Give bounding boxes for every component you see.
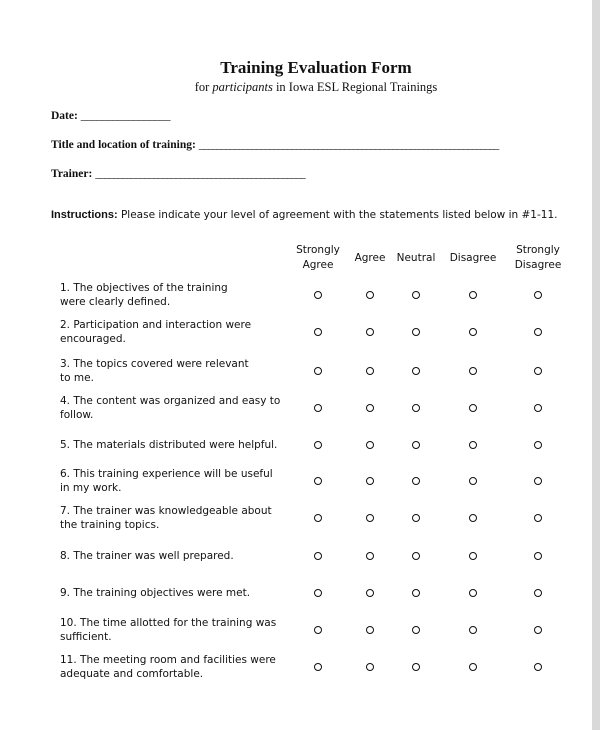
date-label: Date:: [51, 110, 78, 122]
question-line1: 3. The topics covered were relevant: [60, 358, 249, 370]
question-line1: 2. Participation and interaction were: [60, 319, 252, 331]
question-text: [60, 549, 290, 563]
question-text: [60, 394, 290, 422]
rating-radio[interactable]: [314, 663, 322, 671]
rating-radio[interactable]: [412, 404, 420, 412]
subtitle-italic: participants: [212, 80, 273, 94]
rating-radio[interactable]: [534, 552, 542, 560]
question-text: [60, 616, 290, 644]
trainer-blank[interactable]: _______________________________________________: [95, 168, 305, 180]
rating-radio[interactable]: [366, 663, 374, 671]
rating-radio[interactable]: [314, 552, 322, 560]
title-location-field[interactable]: [51, 139, 498, 151]
rating-radio[interactable]: [412, 477, 420, 485]
question-line2: sufficient.: [60, 631, 112, 643]
question-line2: the training topics.: [60, 519, 160, 531]
rating-radio[interactable]: [534, 589, 542, 597]
rating-radio[interactable]: [534, 404, 542, 412]
rating-radio[interactable]: [412, 514, 420, 522]
question-line1: 1. The objectives of the training: [60, 282, 228, 294]
question-line1: 8. The trainer was well prepared.: [60, 550, 234, 562]
rating-radio[interactable]: [469, 328, 477, 336]
column-header-line2: Agree: [302, 259, 334, 271]
form-title: Training Evaluation Form: [220, 58, 412, 77]
rating-radio[interactable]: [469, 441, 477, 449]
trainer-label: Trainer:: [51, 168, 93, 180]
rating-radio[interactable]: [412, 328, 420, 336]
rating-radio[interactable]: [412, 552, 420, 560]
subtitle-suffix: in Iowa ESL Regional Trainings: [272, 80, 438, 94]
question-line1: 11. The meeting room and facilities were: [60, 654, 276, 666]
rating-radio[interactable]: [314, 477, 322, 485]
rating-radio[interactable]: [469, 589, 477, 597]
rating-radio[interactable]: [534, 328, 542, 336]
rating-radio[interactable]: [412, 441, 420, 449]
rating-radio[interactable]: [366, 404, 374, 412]
question-line1: 4. The content was organized and easy to: [60, 395, 281, 407]
question-text: [60, 281, 290, 309]
rating-radio[interactable]: [412, 626, 420, 634]
form-subtitle: [0, 80, 600, 95]
rating-radio[interactable]: [534, 441, 542, 449]
question-line1: 5. The materials distributed were helpful.: [60, 439, 278, 451]
subtitle-prefix: for: [194, 80, 213, 94]
rating-radio[interactable]: [314, 291, 322, 299]
question-text: [60, 467, 290, 495]
rating-radio[interactable]: [469, 552, 477, 560]
rating-radio[interactable]: [314, 514, 322, 522]
rating-radio[interactable]: [366, 291, 374, 299]
rating-radio[interactable]: [534, 626, 542, 634]
rating-radio[interactable]: [366, 477, 374, 485]
question-text: [60, 653, 290, 681]
rating-radio[interactable]: [366, 626, 374, 634]
question-line2: to me.: [60, 372, 94, 384]
column-header-line1: Disagree: [449, 252, 497, 264]
rating-radio[interactable]: [412, 291, 420, 299]
rating-radio[interactable]: [366, 367, 374, 375]
column-header-line2: Disagree: [514, 259, 562, 271]
rating-radio[interactable]: [534, 514, 542, 522]
question-line1: 6. This training experience will be useful: [60, 468, 273, 480]
question-line2: in my work.: [60, 482, 122, 494]
rating-radio[interactable]: [314, 404, 322, 412]
question-line1: 7. The trainer was knowledgeable about: [60, 505, 272, 517]
question-line2: adequate and comfortable.: [60, 668, 204, 680]
rating-radio[interactable]: [314, 589, 322, 597]
title-location-blank[interactable]: ____________________________________________________________________: [198, 139, 498, 151]
rating-radio[interactable]: [469, 514, 477, 522]
title-location-label: Title and location of training:: [51, 139, 196, 151]
rating-radio[interactable]: [534, 291, 542, 299]
column-header: [355, 251, 386, 266]
rating-radio[interactable]: [314, 441, 322, 449]
instructions-text: Please indicate your level of agreement with the statements listed below in #1-11.: [117, 209, 558, 221]
column-header: [397, 251, 436, 266]
column-header: [296, 243, 340, 273]
question-text: [60, 357, 290, 385]
instructions-label: Instructions:: [51, 209, 118, 221]
date-blank[interactable]: _________________: [80, 110, 170, 122]
question-text: [60, 504, 290, 532]
column-header-line1: Strongly: [516, 244, 560, 256]
rating-radio[interactable]: [314, 328, 322, 336]
trainer-field[interactable]: [51, 168, 304, 180]
question-line2: encouraged.: [60, 333, 126, 345]
rating-radio[interactable]: [412, 367, 420, 375]
question-text: [60, 438, 290, 452]
question-text: [60, 318, 290, 346]
rating-radio[interactable]: [412, 663, 420, 671]
column-header-line1: Agree: [354, 252, 386, 264]
rating-radio[interactable]: [469, 404, 477, 412]
question-text: [60, 586, 290, 600]
rating-radio[interactable]: [366, 552, 374, 560]
rating-radio[interactable]: [469, 626, 477, 634]
rating-radio[interactable]: [366, 441, 374, 449]
rating-radio[interactable]: [314, 626, 322, 634]
rating-radio[interactable]: [412, 589, 420, 597]
rating-radio[interactable]: [469, 291, 477, 299]
rating-radio[interactable]: [534, 477, 542, 485]
rating-radio[interactable]: [469, 477, 477, 485]
rating-radio[interactable]: [534, 367, 542, 375]
rating-radio[interactable]: [366, 589, 374, 597]
instructions: [51, 209, 557, 221]
question-line2: follow.: [60, 409, 94, 421]
column-header-line1: Neutral: [396, 252, 436, 264]
column-header: [450, 251, 497, 266]
question-line1: 10. The time allotted for the training was: [60, 617, 277, 629]
date-field[interactable]: [51, 110, 170, 122]
rating-radio[interactable]: [314, 367, 322, 375]
rating-radio[interactable]: [469, 663, 477, 671]
rating-radio[interactable]: [534, 663, 542, 671]
column-header-line1: Strongly: [296, 244, 340, 256]
question-line1: 9. The training objectives were met.: [60, 587, 251, 599]
rating-radio[interactable]: [366, 328, 374, 336]
column-header: [515, 243, 562, 273]
rating-radio[interactable]: [366, 514, 374, 522]
rating-radio[interactable]: [469, 367, 477, 375]
question-line2: were clearly defined.: [60, 296, 171, 308]
